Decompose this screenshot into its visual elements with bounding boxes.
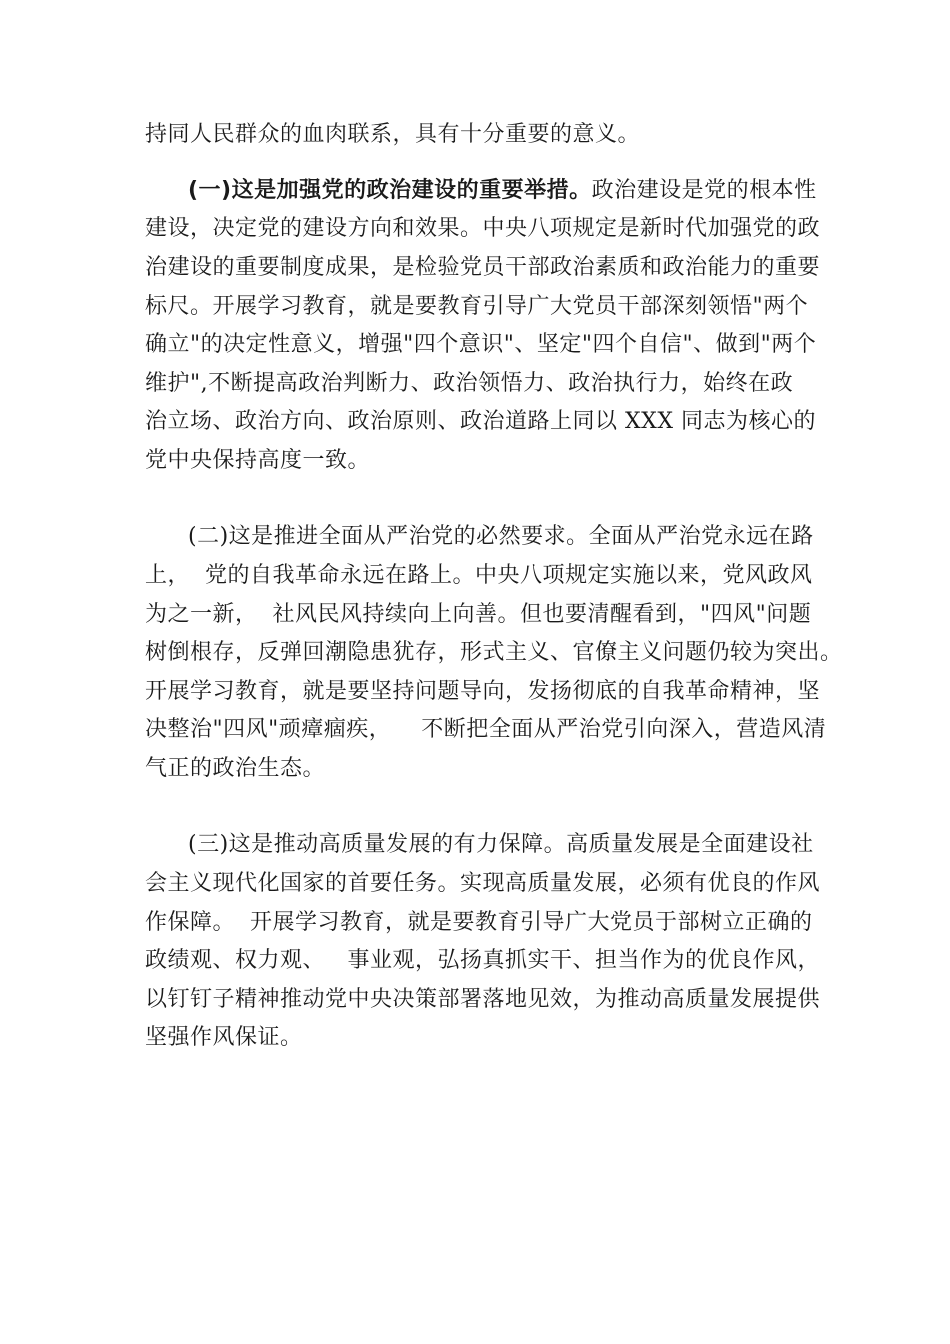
- intro-tail-line: 持同人民群众的血肉联系，具有十分重要的意义。: [145, 122, 641, 147]
- section2-line: 气正的政治生态。: [145, 756, 326, 781]
- section3-line: 政绩观、权力观、 事业观，弘扬真抓实干、担当作为的优良作风，: [145, 948, 820, 973]
- section3-line: (三)这是推动高质量发展的有力保障。高质量发展是全面建设社: [188, 832, 814, 857]
- section3-line: 会主义现代化国家的首要任务。实现高质量发展，必须有优良的作风: [145, 871, 821, 896]
- section3-line: 坚强作风保证。: [145, 1025, 303, 1050]
- section3-line: 作保障。 开展学习教育，就是要教育引导广大党员于部树立正确的: [145, 910, 813, 935]
- section2-line: 上， 党的自我革命永远在路上。中央八项规定实施以来，党风政风: [145, 563, 813, 588]
- section1-line: 维护",不断提高政治判断力、政治领悟力、政治执行力，始终在政: [145, 371, 794, 396]
- section2-line: 开展学习教育，就是要坚持问题导向，发扬彻底的自我革命精神，坚: [145, 679, 821, 704]
- section2-line: 树倒根存，反弹回潮隐患犹存，形式主义、官僚主义问题仍较为突出。: [145, 640, 843, 665]
- section2-line: (二)这是推进全面从严治党的必然要求。全面从严治党永远在路: [188, 524, 814, 549]
- section3-line: 以钉钉子精神推动党中央决策部署落地见效，为推动高质量发展提供: [145, 987, 821, 1012]
- section1-heading: (一)这是加强党的政治建设的重要举措。: [188, 178, 592, 203]
- section1-first-line-rest: 政治建设是党的根本性: [591, 178, 817, 203]
- section1-first-line: [188, 176, 817, 206]
- section1-line: 党中央保持高度一致。: [145, 448, 371, 473]
- section1-line: 建设，决定党的建设方向和效果。中央八项规定是新时代加强党的政: [145, 216, 821, 241]
- section1-line: 标尺。开展学习教育，就是要教育引导广大党员干部深刻领悟"两个: [145, 294, 809, 319]
- section1-line: 治建设的重要制度成果，是检验党员干部政治素质和政治能力的重要: [145, 255, 821, 280]
- section1-line: 确立"的决定性意义，增强"四个意识"、坚定"四个自信"、做到"两个: [145, 332, 817, 357]
- section1-line: 治立场、政治方向、政治原则、政治道路上同以 XXX 同志为核心的: [145, 409, 816, 434]
- section2-line: 决整治"四风"顽瘴痼疾， 不断把全面从严治党引向深入，营造风清: [145, 717, 827, 742]
- section2-line: 为之一新， 社风民风持续向上向善。但也要清醒看到，"四风"问题: [145, 602, 812, 627]
